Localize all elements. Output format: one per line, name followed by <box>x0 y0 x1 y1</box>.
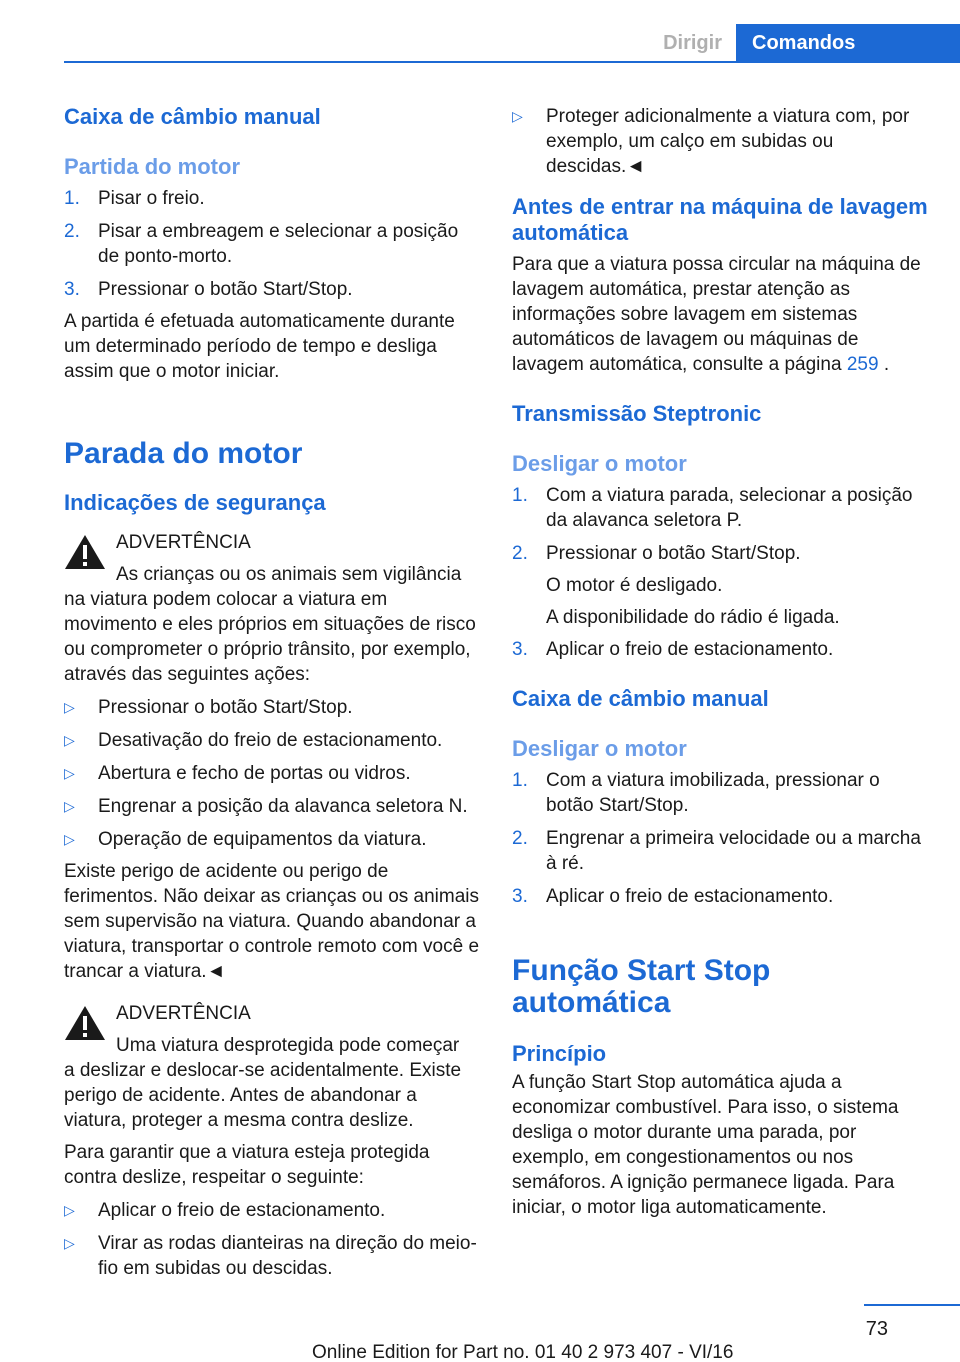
warning-title: ADVERTÊNCIA <box>116 1003 251 1024</box>
list-item: 2. Pisar a embreagem e selecionar a posição de ponto-morto. <box>64 221 459 267</box>
warning-actions-list <box>64 695 480 852</box>
list-item: 1. Com a viatura imobilizada, pressionar o botão Start/Stop. <box>512 770 880 816</box>
heading-safety: Indicações de segurança <box>64 490 326 515</box>
steptronic-steps-list <box>512 483 928 662</box>
warning-first-line: As crianças ou os animais sem vigilância <box>116 564 462 585</box>
list-item: ▷ Desativação do freio de estacionamento. <box>64 730 443 751</box>
triangle-bullet-icon: ▷ <box>64 1235 75 1251</box>
page-header <box>636 24 960 62</box>
warning-body: na viatura podem colocar a viatura em movimento e eles próprios em situações de risco ou comprometer o próprio trânsito, por exemplo, através das seguintes ações: <box>64 589 476 685</box>
warning-title: ADVERTÊNCIA <box>116 532 251 553</box>
list-item: 1. Pisar o freio. <box>64 188 205 209</box>
warning-end-paragraph: Existe perigo de acidente ou perigo de ferimentos. Não deixar as crianças ou os animais sem supervisão na viatura. Quando abandonar a viatura, transportar o controle remoto com você e trancar a viatura.◄ <box>64 861 480 982</box>
step-result: O motor é desligado. <box>546 575 723 596</box>
step-number: 3. <box>512 886 528 907</box>
list-item: ▷ Aplicar o freio de estacionamento. <box>64 1200 386 1221</box>
start-paragraph: A partida é efetuada automaticamente durante um determinado período de tempo e desliga assim que o motor iniciar. <box>64 311 455 382</box>
principle-paragraph: A função Start Stop automática ajuda a economizar combustível. Para isso, o sistema desliga o motor durante uma parada, por exemplo, em congestionamentos ou nos semáforos. A ignição permanece ligada. Para iniciar, o motor liga automaticamente. <box>512 1072 899 1218</box>
triangle-bullet-icon: ▷ <box>64 732 75 748</box>
step-number: 3. <box>64 279 80 300</box>
heading-start-engine: Partida do motor <box>64 154 241 179</box>
warning-first-line: Uma viatura desprotegida pode começar <box>116 1035 460 1056</box>
start-steps-list <box>64 186 480 302</box>
step-number: 2. <box>64 221 80 242</box>
heading-manual-gearbox-2: Caixa de câmbio manual <box>512 686 769 711</box>
triangle-bullet-icon: ▷ <box>512 108 523 124</box>
list-item: ▷ Engrenar a posição da alavanca seletora N. <box>64 796 468 817</box>
heading-manual-gearbox: Caixa de câmbio manual <box>64 104 321 129</box>
list-item: 2. Engrenar a primeira velocidade ou a marcha à ré. <box>512 828 921 874</box>
manual-steps-list <box>512 768 928 909</box>
triangle-bullet-icon: ▷ <box>64 765 75 781</box>
step-number: 2. <box>512 543 528 564</box>
triangle-bullet-icon: ▷ <box>64 1202 75 1218</box>
heading-stop-engine-1: Desligar o motor <box>512 451 687 476</box>
footer-edition: Online Edition for Part no. 01 40 2 973 407 - VI/16 <box>312 1342 734 1362</box>
step-number: 3. <box>512 639 528 660</box>
warning-triangle-icon <box>64 1005 106 1041</box>
left-column <box>64 100 480 1281</box>
heading-steptronic: Transmissão Steptronic <box>512 401 762 426</box>
step-number: 1. <box>64 188 80 209</box>
step-result: A disponibilidade do rádio é ligada. <box>546 607 840 628</box>
car-wash-paragraph: Para que a viatura possa circular na máquina de lavagem automática, prestar atenção as informações sobre lavagem em sistemas automáticos de lavagem ou máquinas de lavagem automática, consulte a página 259 . <box>512 254 921 375</box>
list-item: 3. Aplicar o freio de estacionamento. <box>512 886 834 907</box>
step-number: 1. <box>512 485 528 506</box>
heading-auto-start-stop: Função Start Stop automática <box>512 954 771 1019</box>
heading-principle: Princípio <box>512 1041 607 1066</box>
step-number: 1. <box>512 770 528 791</box>
header-rule <box>64 61 960 63</box>
footer-rule <box>864 1304 960 1306</box>
warning-block-rolling <box>64 1001 480 1133</box>
list-item: ▷ Pressionar o botão Start/Stop. <box>64 697 353 718</box>
list-item: 2. Pressionar o botão Start/Stop. <box>512 543 801 564</box>
triangle-bullet-icon: ▷ <box>64 699 75 715</box>
list-item: ▷ Proteger adicionalmente a viatura com, por exemplo, um calço em subidas ou descidas.◄ <box>512 106 910 177</box>
warning-body: a deslizar e deslocar-se acidentalmente. Existe perigo de acidente. Antes de abandonar a viatura, proteger a mesma contra deslize. <box>64 1060 462 1131</box>
header-chapter-tab[interactable]: Comandos <box>736 24 960 62</box>
list-item: ▷ Abertura e fecho de portas ou vidros. <box>64 763 411 784</box>
list-item: 3. Aplicar o freio de estacionamento. <box>512 639 834 660</box>
triangle-bullet-icon: ▷ <box>64 831 75 847</box>
heading-car-wash: Antes de entrar na máquina de lavagem automática <box>512 194 928 245</box>
page-link[interactable]: 259 <box>846 354 879 375</box>
heading-stop-engine: Parada do motor <box>64 437 303 470</box>
right-column <box>512 100 928 1220</box>
list-item: ▷ Operação de equipamentos da viatura. <box>64 829 427 850</box>
list-item: ▷ Virar as rodas dianteiras na direção do meio-fio em subidas ou descidas. <box>64 1233 477 1279</box>
warning-triangle-icon <box>64 534 106 570</box>
step-number: 2. <box>512 828 528 849</box>
list-item: 1. Com a viatura parada, selecionar a posição da alavanca seletora P. <box>512 485 913 531</box>
secure-paragraph: Para garantir que a viatura esteja protegida contra deslize, respeitar o seguinte: <box>64 1142 430 1188</box>
heading-stop-engine-2: Desligar o motor <box>512 736 687 761</box>
page-number: 73 <box>865 1318 888 1340</box>
warning-block-children <box>64 530 480 687</box>
list-item: 3. Pressionar o botão Start/Stop. <box>64 279 353 300</box>
triangle-bullet-icon: ▷ <box>64 798 75 814</box>
header-section-tab[interactable]: Dirigir <box>636 24 736 62</box>
secure-list <box>64 1198 480 1281</box>
